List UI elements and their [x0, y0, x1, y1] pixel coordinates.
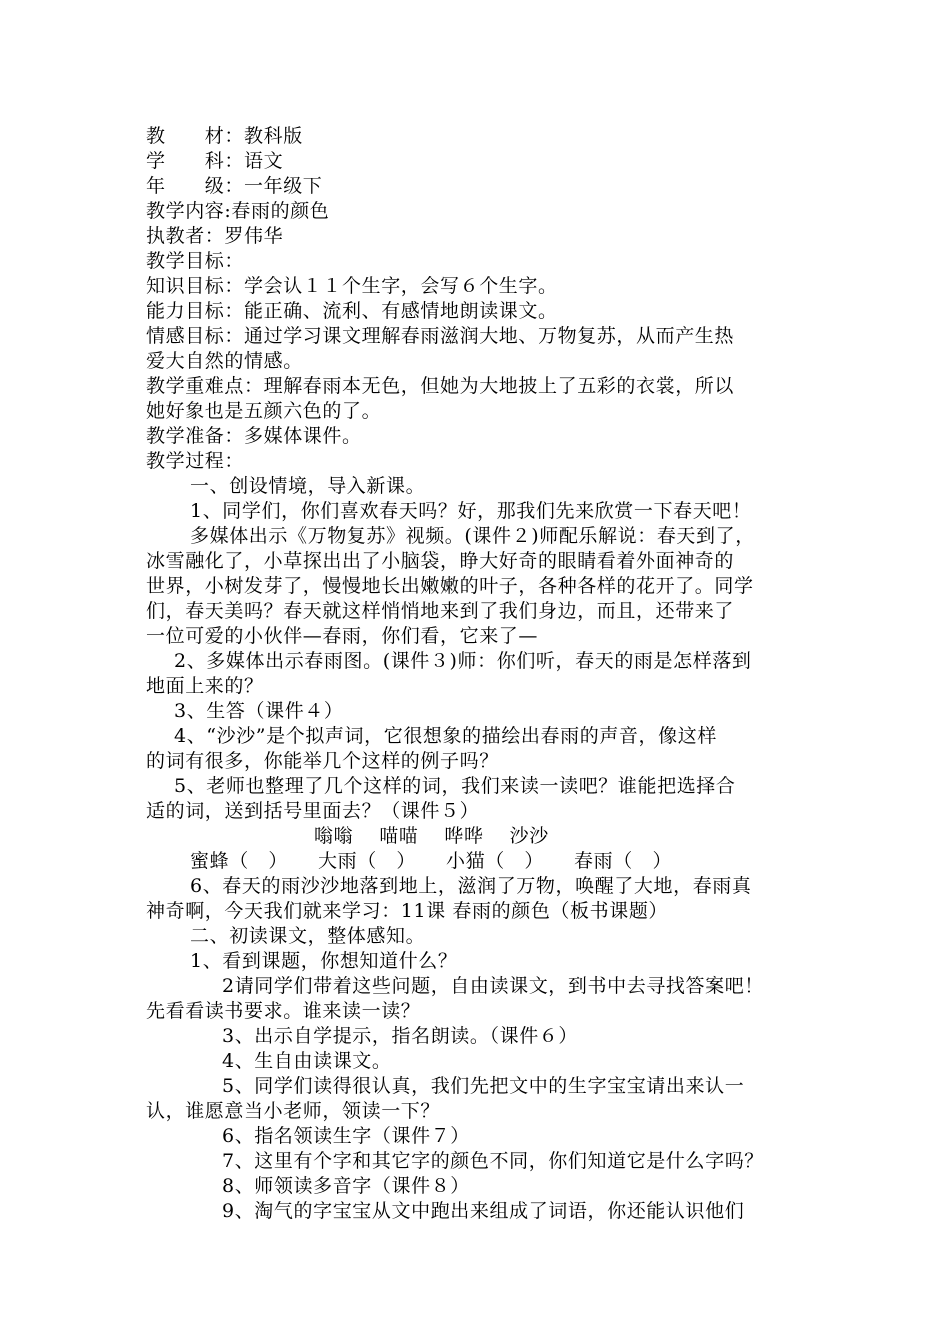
part2-heading: 二、初读课文，整体感知。 [190, 925, 426, 947]
word-item: 沙沙 [509, 825, 549, 847]
content-line: 教学内容:春雨的颜色 [146, 200, 330, 222]
part2-item-1: 1、看到课题，你想知道什么？ [190, 950, 458, 972]
part2-item-4: 4、生自由读课文。 [222, 1050, 392, 1072]
part2-item-2-line-1: 2请同学们带着这些问题，自由读课文，到书中去寻找答案吧！ [222, 975, 764, 997]
part1-para-6-line-1: 5、老师也整理了几个这样的词，我们来读一读吧？谁能把选择合 [174, 775, 736, 797]
part2-item-5-line-2: 认，谁愿意当小老师，领读一下？ [146, 1100, 441, 1122]
blank-item: 蜜蜂（ ） [190, 850, 289, 872]
part2-item-3: 3、出示自学提示，指名朗读。（课件６） [222, 1025, 578, 1047]
teacher-line: 执教者：罗伟华 [146, 225, 284, 247]
part2-item-7: 7、这里有个字和其它字的颜色不同，你们知道它是什么字吗？ [222, 1150, 764, 1172]
material-line: 教 材：教科版 [146, 125, 303, 147]
part1-para-2-line-1: 多媒体出示《万物复苏》视频。(课件２)师配乐解说：春天到了， [190, 525, 755, 547]
blank-item: 小猫（ ） [446, 850, 545, 872]
part2-item-5-line-1: 5、同学们读得很认真，我们先把文中的生字宝宝请出来认一 [222, 1075, 745, 1097]
knowledge-goal: 知识目标：学会认１１个生字，会写６个生字。 [146, 275, 558, 297]
part1-heading: 一、创设情境，导入新课。 [190, 475, 426, 497]
subject-line: 学 科：语文 [146, 150, 284, 172]
ability-goal: 能力目标：能正确、流利、有感情地朗读课文。 [146, 300, 558, 322]
preparation-line: 教学准备：多媒体课件。 [146, 425, 362, 447]
part1-para-3-line-2: 地面上来的？ [146, 675, 264, 697]
blank-item: 大雨（ ） [318, 850, 417, 872]
part1-para-5-line-2: 的词有很多，你能举几个这样的例子吗？ [146, 750, 499, 772]
fill-blank-row [190, 849, 672, 873]
word-item: 哗哗 [444, 825, 484, 847]
goals-title: 教学目标： [146, 250, 245, 272]
part1-para-3-line-1: 2、多媒体出示春雨图。(课件３)师：你们听，春天的雨是怎样落到 [174, 650, 752, 672]
process-title: 教学过程： [146, 450, 245, 472]
blank-item: 春雨（ ） [574, 850, 673, 872]
part1-para-4: 3、生答（课件４） [174, 700, 344, 722]
part1-para-6-line-2: 适的词，送到括号里面去？（课件５） [146, 800, 480, 822]
word-item: 嗡嗡 [314, 825, 354, 847]
key-point-line-2: 她好象也是五颜六色的了。 [146, 400, 382, 422]
emotion-goal-line-2: 爱大自然的情感。 [146, 350, 303, 372]
part1-para-2-line-3: 世界，小树发芽了，慢慢地长出嫩嫩的叶子，各种各样的花开了。同学 [146, 575, 754, 597]
part1-para-7-line-1: 6、春天的雨沙沙地落到地上，滋润了万物，唤醒了大地，春雨真 [190, 875, 752, 897]
emotion-goal-line-1: 情感目标：通过学习课文理解春雨滋润大地、万物复苏，从而产生热 [146, 325, 735, 347]
part1-para-2-line-2: 冰雪融化了，小草探出出了小脑袋，睁大好奇的眼睛看着外面神奇的 [146, 550, 735, 572]
part2-item-8: 8、师领读多音字（课件８） [222, 1175, 470, 1197]
word-item: 喵喵 [379, 825, 419, 847]
part1-para-5-line-1: 4、“沙沙”是个拟声词，它很想象的描绘出春雨的声音，像这样 [174, 725, 717, 747]
grade-line: 年 级：一年级下 [146, 175, 323, 197]
part1-para-7-line-2: 神奇啊，今天我们就来学习：11课 春雨的颜色（板书课题） [146, 900, 669, 922]
key-point-line-1: 教学重难点：理解春雨本无色，但她为大地披上了五彩的衣裳，所以 [146, 375, 735, 397]
part2-item-2-line-2: 先看看读书要求。谁来读一读？ [146, 1000, 421, 1022]
onomatopoeia-word-row [314, 824, 549, 848]
part1-para-1: 1、同学们，你们喜欢春天吗？好，那我们先来欣赏一下春天吧！ [190, 500, 752, 522]
part1-para-2-line-5: 一位可爱的小伙伴—春雨，你们看，它来了— [146, 625, 539, 647]
part1-para-2-line-4: 们，春天美吗？春天就这样悄悄地来到了我们身边，而且，还带来了 [146, 600, 735, 622]
part2-item-9: 9、淘气的字宝宝从文中跑出来组成了词语，你还能认识他们 [222, 1200, 745, 1222]
part2-item-6: 6、指名领读生字（课件７） [222, 1125, 470, 1147]
